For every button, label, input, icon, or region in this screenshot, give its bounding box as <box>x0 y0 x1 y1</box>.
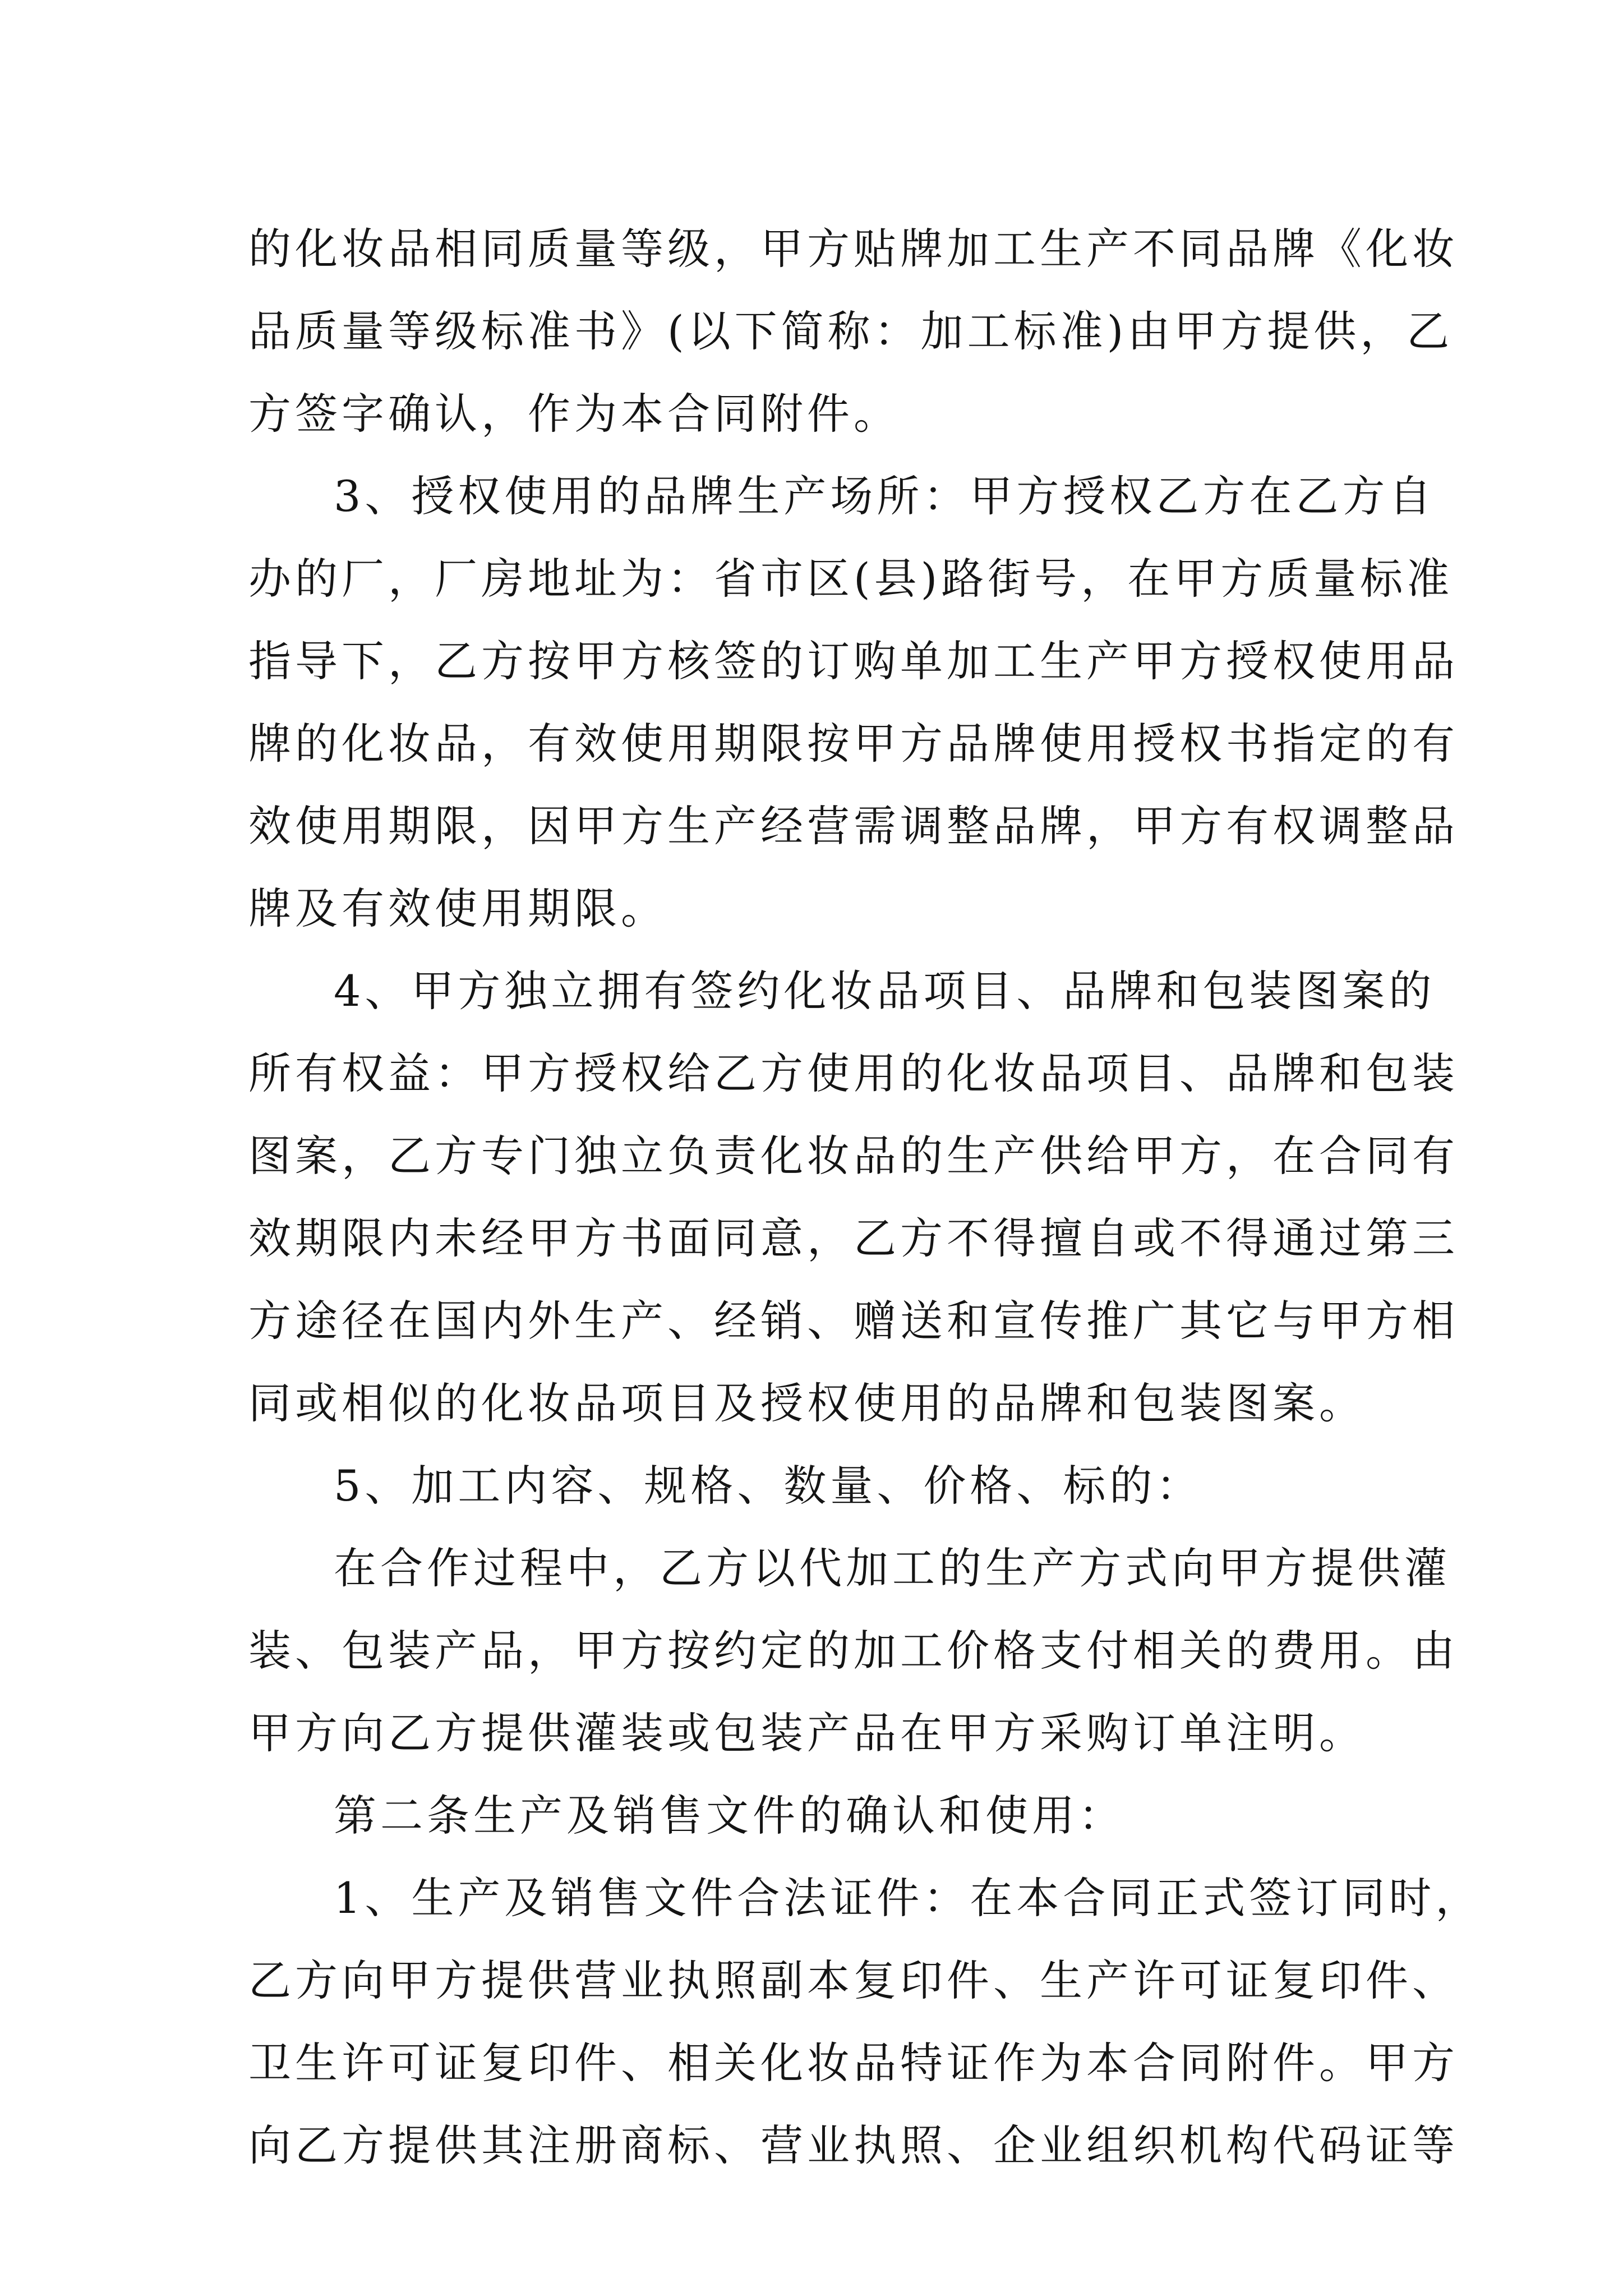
text-line: 指导下，乙方按甲方核签的订购单加工生产甲方授权使用品 <box>248 636 1459 686</box>
text-line: 办的厂，厂房地址为：省市区(县)路街号，在甲方质量标准 <box>248 554 1454 604</box>
paragraph-clause-3 <box>248 455 1459 950</box>
paragraph-article-2-clause-1 <box>248 1857 1482 2187</box>
text-line: 所有权益：甲方授权给乙方使用的化妆品项目、品牌和包装 <box>248 1048 1459 1098</box>
text-line: 品质量等级标准书》(以下简称：加工标准)由甲方提供，乙 <box>248 306 1454 356</box>
text-line: 效使用期限，因甲方生产经营需调整品牌，甲方有权调整品 <box>248 801 1459 851</box>
paragraph-quality-standard <box>248 208 1459 455</box>
text-line: 卫生许可证复印件、相关化妆品特证作为本合同附件。甲方 <box>248 2038 1459 2088</box>
text-line: 同或相似的化妆品项目及授权使用的品牌和包装图案。 <box>248 1378 1366 1428</box>
text-line: 牌及有效使用期限。 <box>248 884 667 933</box>
text-line: 3、授权使用的品牌生产场所：甲方授权乙方在乙方自 <box>334 471 1436 521</box>
text-line: 的化妆品相同质量等级，甲方贴牌加工生产不同品牌《化妆 <box>248 224 1459 274</box>
text-line: 1、生产及销售文件合法证件：在本合同正式签订同时， <box>334 1873 1482 1923</box>
document-body <box>248 208 1482 2187</box>
text-line: 图案，乙方专门独立负责化妆品的生产供给甲方，在合同有 <box>248 1131 1459 1181</box>
text-line: 4、甲方独立拥有签约化妆品项目、品牌和包装图案的 <box>334 966 1436 1016</box>
heading-article-2 <box>248 1774 1381 1857</box>
text-line: 5、加工内容、规格、数量、价格、标的： <box>334 1461 1203 1511</box>
text-line: 牌的化妆品，有效使用期限按甲方品牌使用授权书指定的有 <box>248 719 1459 769</box>
text-line: 向乙方提供其注册商标、营业执照、企业组织机构代码证等 <box>248 2120 1459 2170</box>
text-line: 方途径在国内外生产、经销、赠送和宣传推广其它与甲方相 <box>248 1296 1459 1346</box>
text-line: 甲方向乙方提供灌装或包装产品在甲方采购订单注明。 <box>248 1708 1366 1758</box>
text-line: 乙方向甲方提供营业执照副本复印件、生产许可证复印件、 <box>248 1955 1459 2005</box>
paragraph-clause-4 <box>248 950 1459 1444</box>
text-line: 第二条生产及销售文件的确认和使用： <box>334 1791 1125 1841</box>
text-line: 方签字确认，作为本合同附件。 <box>248 389 900 439</box>
text-line: 在合作过程中，乙方以代加工的生产方式向甲方提供灌 <box>334 1543 1451 1593</box>
paragraph-processing-description <box>248 1527 1459 1774</box>
text-line: 效期限内未经甲方书面同意，乙方不得擅自或不得通过第三 <box>248 1213 1459 1263</box>
paragraph-clause-5 <box>248 1444 1381 1527</box>
text-line: 装、包装产品，甲方按约定的加工价格支付相关的费用。由 <box>248 1626 1459 1676</box>
